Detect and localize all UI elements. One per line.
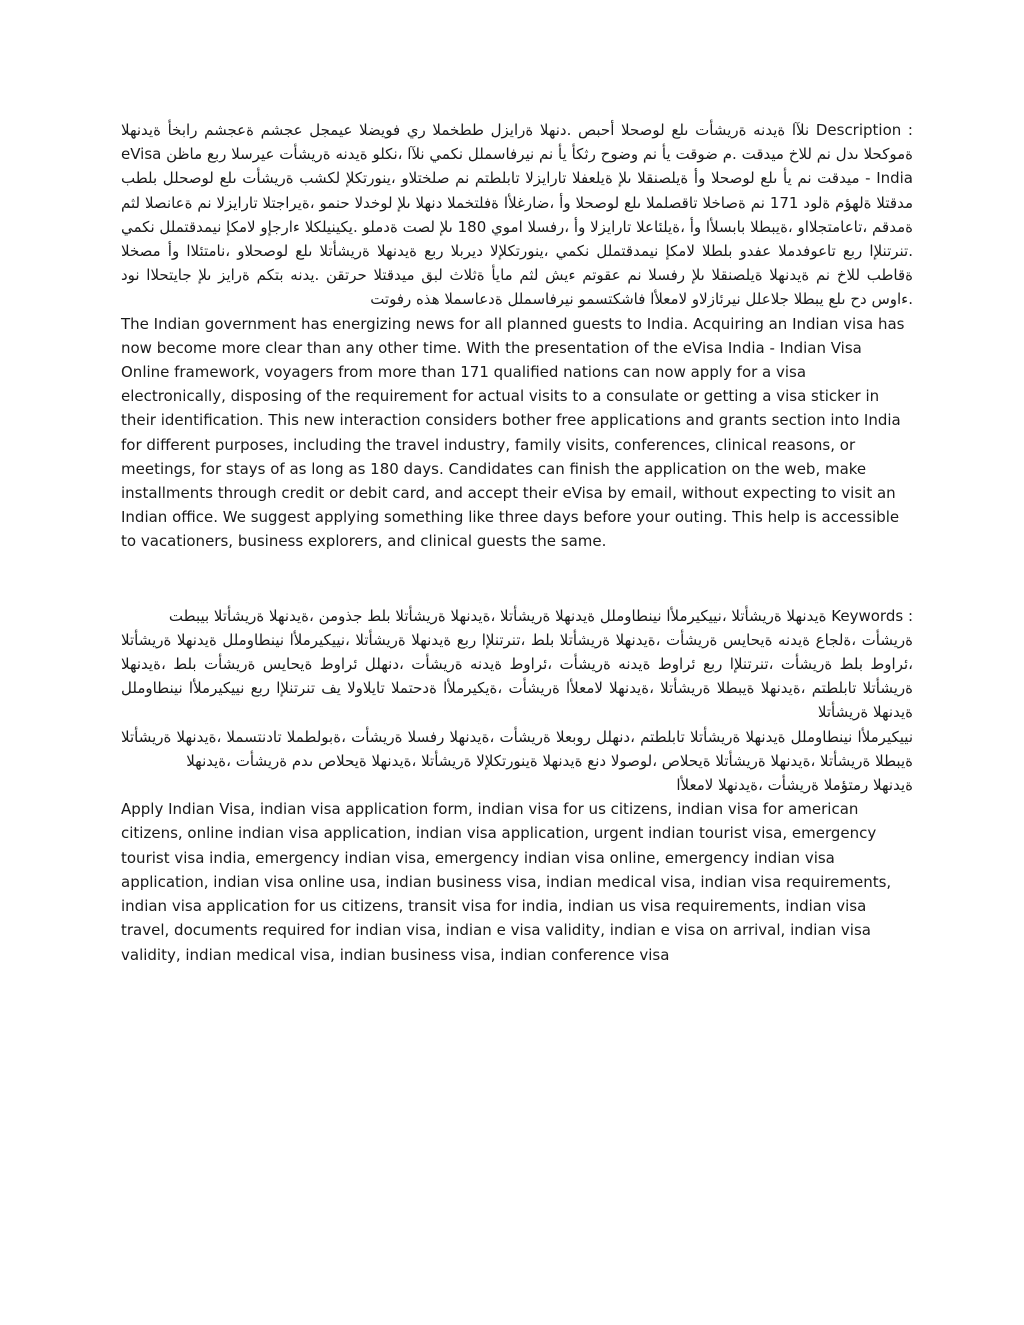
description-arabic-paragraph (121, 118, 913, 312)
keywords-label: Keywords : (831, 606, 913, 625)
keywords-english-paragraph (121, 797, 913, 966)
keywords-arabic-text-4: ةيدنهلا رمتؤملا ةريشأت ،ةيدنهلا لامعلأا (676, 776, 913, 795)
description-label: Description : (815, 121, 913, 139)
keywords-arabic-text-3: نييكيرملأا نينطاوملل ةيدنهلا ةريشأتلا تابلطتم ،دنهلل روبعلا ةريشأت ،ةيدنهلا رفسلا ةريشأت ،ةبولطملا تادنتسملا ،ةيدنهلا ةريشأتلا ةيبطلا ةريشأتلا ،ةيدنهلا ةريشأتلا ةيحلاص ،لوصولا دنع ةيدنهلا ةينورتكلإلا ةريشأتلا ،ةيدنهلا ةيحلاص ىدم ةريشأت ،ةيدنهلا (121, 727, 913, 770)
description-arabic-text: نلآا ةيدنه ةريشأت ىلع لوصحلا أحبص .دنهلا ةرايزل ططخملا ري فويضلا عيمجل عجشم ةعجشم رابخأ ةيدنهلا ةموكحلا ىدل نم للاخ ميدقت .م ضوقت يأ نم وضوح رثكأ يأ نم نيرفاسملل نكمي نلآا ،نكلو ةيدنه ةريشأت عيرسلا ربع ماظن eVisa India - ميدقت نم يأ ىلع لوصحلا وأ ةيلصنقلا ىلإ ةيلعفلا تارايزلا تابلطتم نم صلختلاو ،ينورتكلإ لكشب ةريشأت ىلع لوصحلل بلطب مدقتلا ةلهؤم ةلود 171 نم ةصاخلا تاقصلملا ىلع لوصحلا وأ ،ضارغلأا ةفلتخملا دنهلا ىلإ لوخدلا حنمو ،ةيراجتلا تارايزلا نم ةعانصلا لثم ةمدقم ،تاعامتجلااو ،ةيبطلا بابسلأا وأ ،ةيلئاعلا تارايزلا وأ ،رفسلا اموي 180 ىلإ لصت ةدملو .يكينيلكلا ءارجإو لامكإ نيمدقتملل نكمي .تنرتنلإا ربع تاعوفدملا عفدو بلطلا لامكإ نيمدقتملل نكمي ،ينورتكلإلا ديربلا ربع ةيدنهلا ةريشأتلا ىلع لوصحلاو ،نامتئلاا وأ مصخلا ةقاطب للاخ نم ةيدنهلا ةيلصنقلا ىلإ رفسلا نم عقوتم ءيش لثم مايأ ةثلاث لبق ميدقتلا حرتقن .يدنه بتكم ةرايز ىلإ جايتحلاا نود .ءاوس دح ىلع يبطلا جلاعلل نيرئازلاو لامعلأا فاشكتسمو نيرفاسملل ةدعاسملا هذه رفوتت (121, 121, 913, 309)
keywords-english-text: Apply Indian Visa, indian visa application form, indian visa for us citizens, indian visa for american citizens, online indian visa application, indian visa application, urgent indian tourist visa, emergency tourist visa india, emergency indian visa, emergency indian visa online, emergency indian visa application, indian visa online usa, indian business visa, indian medical visa, indian visa requirements, indian visa application for us citizens, transit visa for india, indian us visa requirements, indian visa travel, documents required for indian visa, indian e visa validity, indian e visa on arrival, indian visa validity, indian medical visa, indian business visa, indian conference visa (121, 800, 892, 964)
keywords-arabic-line-2 (121, 628, 913, 725)
keywords-arabic-line-3 (121, 725, 913, 773)
description-english-paragraph (121, 312, 913, 554)
section-spacer (121, 554, 913, 604)
keywords-arabic-line-1 (121, 604, 913, 628)
keywords-section (121, 604, 913, 967)
keywords-arabic-line-4 (121, 773, 913, 797)
description-english-text: The Indian government has energizing news for all planned guests to India. Acquiring an Indian visa has now become more clear than any other time. With the presentation of the eVisa India - Indian Visa Online framework, voyagers from more than 171 qualified nations can now apply for a visa electronically, disposing of the requirement for actual visits to a consulate or getting a visa sticker in their identification. This new interaction considers bother free applications and grants section into India for different purposes, including the travel industry, family visits, conferences, clinical reasons, or meetings, for stays of as long as 180 days. Candidates can finish the application on the web, make installments through credit or debit card, and accept their eVisa by email, without expecting to visit an Indian office. We suggest applying something like three days before your outing. This help is accessible to vacationers, business explorers, and clinical guests the same. (121, 314, 905, 551)
keywords-arabic-text-1: ةيدنهلا ةريشأتلا ،نييكيرملأا نينطاوملل ةيدنهلا ةريشأتلا ،ةيدنهلا ةريشأتلا بلط جذومن ،ةيدنهلا ةريشأتلا بيبطت (168, 606, 827, 625)
keywords-arabic-text-2: ةريشأت ،ةلجاع ةيدنه ةيحايس ةريشأت ،ةيدنهلا ةريشأتلا بلط ،تنرتنلإا ربع ةيدنهلا ةريشأتلا ،نييكيرملأا نينطاوملل ةيدنهلا ةريشأتلا ،ئراوط بلط ةريشأت ،تنرتنلإا ربع ئراوط ةيدنه ةريشأت ،ئراوط ةيدنه ةريشأت ،دنهلل ئراوط ةيحايس ةريشأت بلط ،ةيدنهلا ةريشأتلا تابلطتم ،ةيدنهلا ةيبطلا ةريشأتلا ،ةيدنهلا لامعلأا ةريشأت ،ةيكيرملأا ةدحتملا تايلاولا يف تنرتنلإا ربع نييكيرملأا نينطاوملل ةيدنهلا ةريشأتلا (121, 630, 913, 722)
document-page (121, 118, 913, 967)
